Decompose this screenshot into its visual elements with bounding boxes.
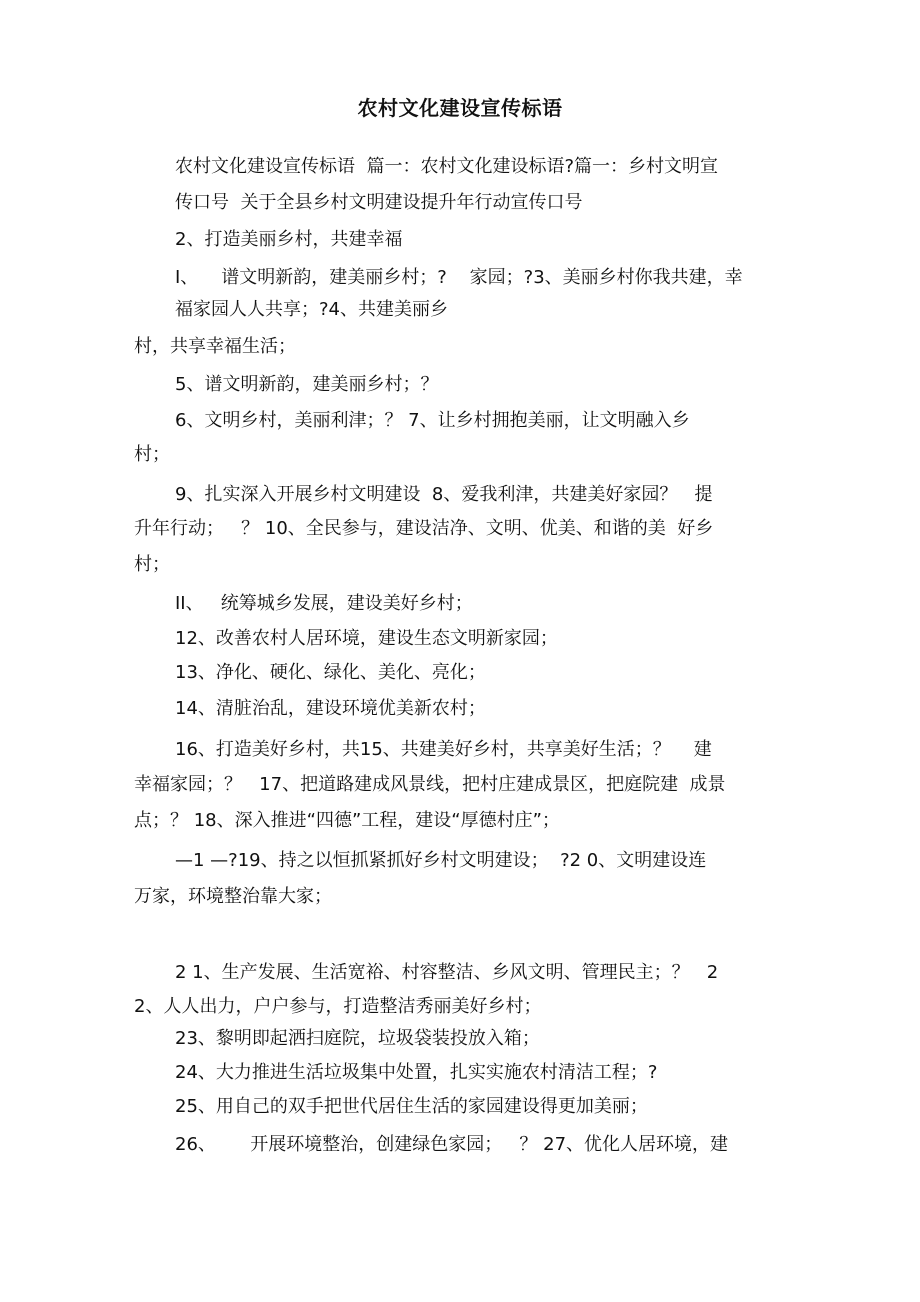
text-line: I、 谱文明新韵，建美丽乡村；? 家园；?3、美丽乡村你我共建，幸 (175, 267, 743, 288)
text-line: 点；？ 18、深入推进“四德”工程，建设“厚德村庄”； (134, 810, 560, 831)
text-line: 2、人人出力，户户参与，打造整洁秀丽美好乡村； (134, 996, 542, 1017)
text-line: 16、打造美好乡村，共15、共建美好乡村，共享美好生活；？ 建 (175, 739, 712, 760)
text-line: 13、净化、硬化、绿化、美化、亮化； (175, 662, 486, 683)
text-line: 2、打造美丽乡村，共建幸福 (175, 229, 403, 250)
text-line: 村，共享幸福生活； (134, 336, 296, 357)
text-line: 升年行动； ？ 10、全民参与，建设洁净、文明、优美、和谐的美 好乡 (134, 518, 714, 539)
text-line: 2 1、生产发展、生活宽裕、村容整洁、乡风文明、管理民主；？ 2 (175, 962, 719, 983)
text-line: 传口号 关于全县乡村文明建设提升年行动宣传口号 (175, 192, 583, 213)
text-line: 14、清脏治乱，建设环境优美新农村； (175, 698, 486, 719)
text-line: II、 统筹城乡发展，建设美好乡村； (175, 593, 473, 614)
text-line: 9、扎实深入开展乡村文明建设 8、爱我利津，共建美好家园？ 提 (175, 484, 713, 505)
text-line: 村； (134, 554, 170, 575)
text-line: 福家园人人共享；?4、共建美丽乡 (175, 299, 449, 320)
text-line: 23、黎明即起洒扫庭院，垃圾袋装投放入箱； (175, 1028, 540, 1049)
text-line: 25、用自己的双手把世代居住生活的家园建设得更加美丽； (175, 1096, 648, 1117)
text-line: 5、谱文明新韵，建美丽乡村；？ (175, 374, 439, 395)
page-title: 农村文化建设宣传标语 (357, 96, 563, 120)
text-line: —1 —?19、持之以恒抓紧抓好乡村文明建设； ?2 0、文明建设连 (175, 850, 707, 871)
text-line: 幸福家园；？ 17、把道路建成风景线，把村庄建成景区，把庭院建 成景 (134, 774, 726, 795)
text-line: 12、改善农村人居环境，建设生态文明新家园； (175, 628, 558, 649)
text-line: 24、大力推进生活垃圾集中处置，扎实实施农村清洁工程；? (175, 1062, 658, 1083)
text-line: 6、文明乡村，美丽利津；？ 7、让乡村拥抱美丽，让文明融入乡 (175, 410, 690, 431)
text-line: 村； (134, 444, 170, 465)
text-line: 26、 开展环境整治，创建绿色家园； ？ 27、优化人居环境，建 (175, 1134, 729, 1155)
text-line: 万家，环境整治靠大家； (134, 886, 332, 907)
text-line: 农村文化建设宣传标语 篇一：农村文化建设标语?篇一：乡村文明宣 (175, 156, 718, 177)
